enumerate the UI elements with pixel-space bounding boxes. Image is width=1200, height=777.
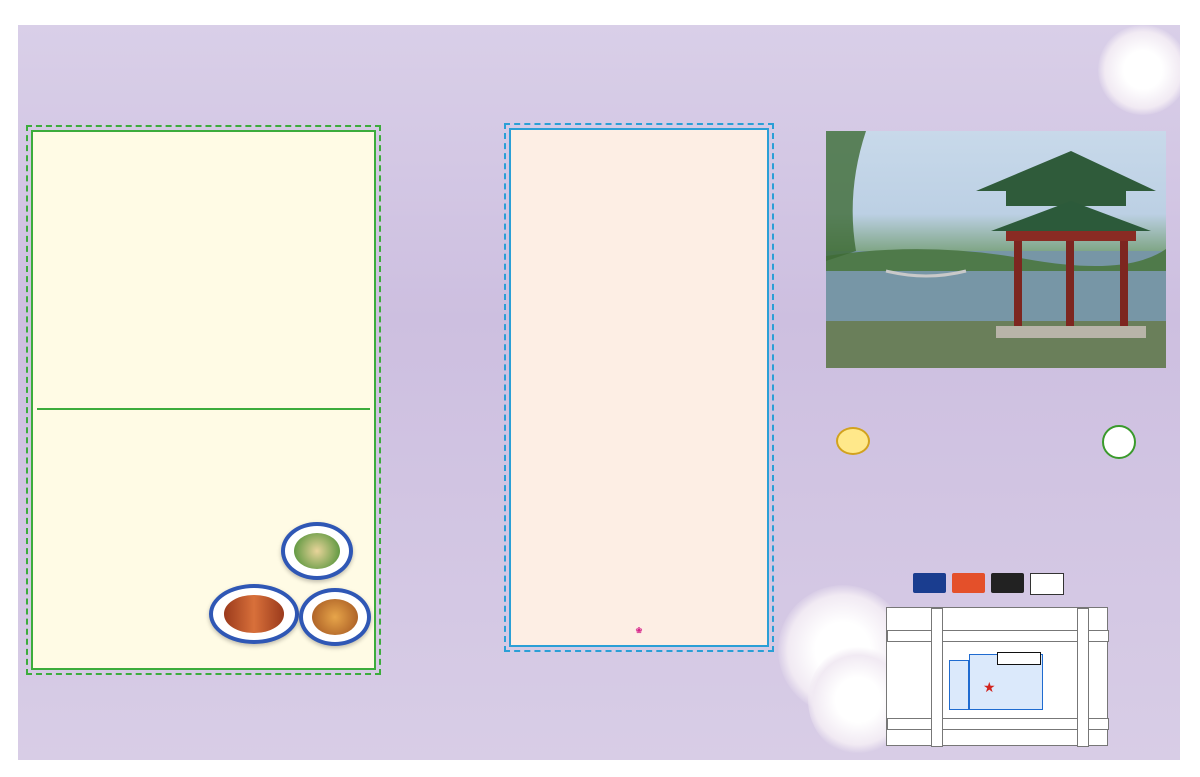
map-marker-star-icon: ★	[983, 679, 996, 695]
no-msg-badge	[836, 427, 870, 455]
hot-spicy-legend	[511, 626, 767, 635]
pavilion-photo	[826, 131, 1166, 368]
location-map	[886, 607, 1108, 746]
visa-card-icon	[913, 573, 946, 593]
no-check-notice	[1030, 573, 1064, 595]
veg-oil-badge	[1102, 425, 1136, 459]
map-road-chestnut	[887, 718, 1109, 730]
map-road-willow	[887, 630, 1109, 642]
map-road-vanburen	[1077, 608, 1089, 747]
spare-ribs-photo	[209, 584, 299, 644]
chicken-broccoli-photo	[281, 522, 353, 580]
discover-card-icon	[991, 573, 1024, 593]
map-jumbo-building	[949, 660, 969, 710]
payment-cards	[913, 573, 1064, 595]
pu-pu-platter-photo	[299, 588, 371, 646]
family-deal-box	[31, 130, 376, 670]
lunch-special-box	[509, 128, 769, 647]
blossom-decoration	[1098, 25, 1180, 115]
pavilion-illustration	[826, 131, 1166, 368]
mastercard-icon	[952, 573, 985, 593]
map-road-cleveland	[931, 608, 943, 747]
map-subway-label	[997, 652, 1041, 665]
menu-sheet	[18, 25, 1180, 760]
